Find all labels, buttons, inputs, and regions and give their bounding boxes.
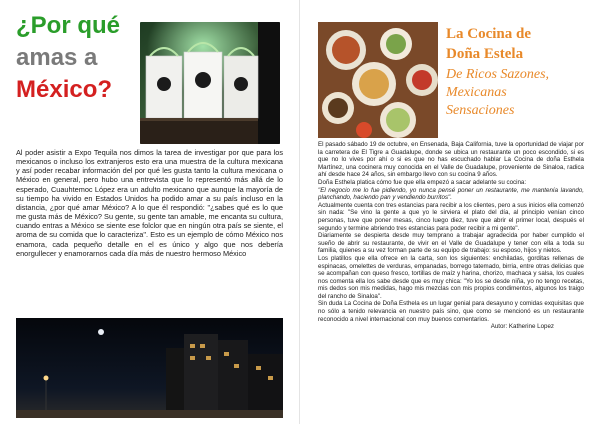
title-line-2: Doña Estela — [446, 46, 524, 62]
paragraph: Actualmente cuenta con tres estancias para recibir a los clientes, pero a sus inicios ella comenzó sin nada: "Se vino la gente a que yo le sirviera el plato del día, al principio venían cinco personas, tuve que poner mesas, cinco luego diez, tuve que abrir el primer local, después el segundo y termine abriendo tres estancias para poder recibir a mi gente". — [318, 201, 584, 232]
title-line-1: La Cocina de — [446, 26, 532, 42]
right-article-body — [318, 141, 584, 331]
food-spread-photo — [318, 22, 438, 138]
tequila-bags-photo — [140, 22, 280, 144]
paragraph: Diariamente se despierta desde muy temprano a trabajar agradecida por haber cumplido el sueño de abrir su restaurante, de vivir en el Valle de Guadalupe y tener con ella a toda su familia, quienes a su vez forman parte de su equipo de trabajo: su esposo, hijos y nietos. — [318, 232, 584, 255]
left-article-body: Al poder asistir a Expo Tequila nos dimos la tarea de investigar por que para los mexicanos o incluso los extranjeros esto era una muestra de la cultura mexicana y así poder recabar información del por qué les gusta tanto la cultura mexicana o México en general, pero hubo una entrevista que lo representó más allá de lo esperado, Cuauhtemoc López era un adulto mexicano que aunque la mayoría de su tiempo ha vivido en Estados Unidos ha podido amar a su país incluso en la distancia, ¿por qué amar México? A lo que él respondió: "¿sabes qué es lo que me gusta más de México? Su gente, su gente tan amable, me encanta su cultura, cuando entras a México se siente ese folclor que en ningún otra país se siente, el aroma de su comida que lo caracteriza". Esto es un ejemplo de cómo México nos enamora, cada pequeño detalle en el es único y algo que nos debería enorgullecer y enamorarnos cada día más de nuestro hermoso México — [16, 148, 283, 258]
left-page-title — [16, 10, 134, 106]
title-line-2: amas a — [16, 44, 98, 71]
subtitle-line-3: Sensaciones — [446, 103, 515, 118]
quote: "El negocio me lo fue pidiendo, yo nunca pensé poner un restaurante, me mantenía lavando, planchando, haciendo pan y vendiendo burritos". — [318, 186, 584, 202]
paragraph: El pasado sábado 19 de octubre, en Ensenada, Baja California, tuve la oportunidad de viajar por la carretera de El Tigre a Guadalupe, donde se ubica un restaurante un poco escondido, si es que no lo vives por ahí o si es que no has escuchado hablar La Cocina de doña Esthela Martínez, una cocinera muy conocida en el Valle de Guadalupe, proveniente de Sinaloa, radica ahí desde hace 24 años, sin embargo llevo con su cocina 9 años. — [318, 141, 584, 179]
subtitle-line-1: De Ricos Sazones, — [446, 67, 550, 82]
paragraph: Sin duda La Cocina de Doña Esthela es un lugar genial para desayuno y comidas exquisitas que no sólo a tenido relevancia en nuestro país sino, que como se mencionó es un restaurante reconocido a nivel internacional con muy buenos comentarios. — [318, 300, 584, 323]
night-city-photo — [16, 318, 283, 418]
right-page-title — [446, 24, 594, 120]
title-line-3: México? — [16, 76, 113, 103]
paragraph: Los platillos que ella ofrece en la carta, son los siguientes: enchiladas, gorditas rellenas de espinacas, omelettes de verduras, empanadas, borrego tatemado, birria, entre otras delicias que se acompañan con queso fresco, tortillas de maíz y harina, chorizo, machaca y salsa, los cuales nos comenta ella los sabe desde que es muy chica: "Yo los se desde niña, yo no tengo recetas, mis dedos son mis medidas, hago mis mezclas con mis propios condimentos, algunos los traigo del rancho de Sinaloa". — [318, 254, 584, 300]
subtitle-line-2: Mexicanas — [446, 85, 507, 100]
paragraph: Doña Esthela platica cómo fue que ella empezó a sacar adelante su cocina: — [318, 178, 527, 186]
author-credit: Autor: Katherine Lopez — [490, 323, 554, 331]
right-page — [300, 0, 600, 424]
title-line-1: ¿Por qué — [16, 12, 121, 39]
